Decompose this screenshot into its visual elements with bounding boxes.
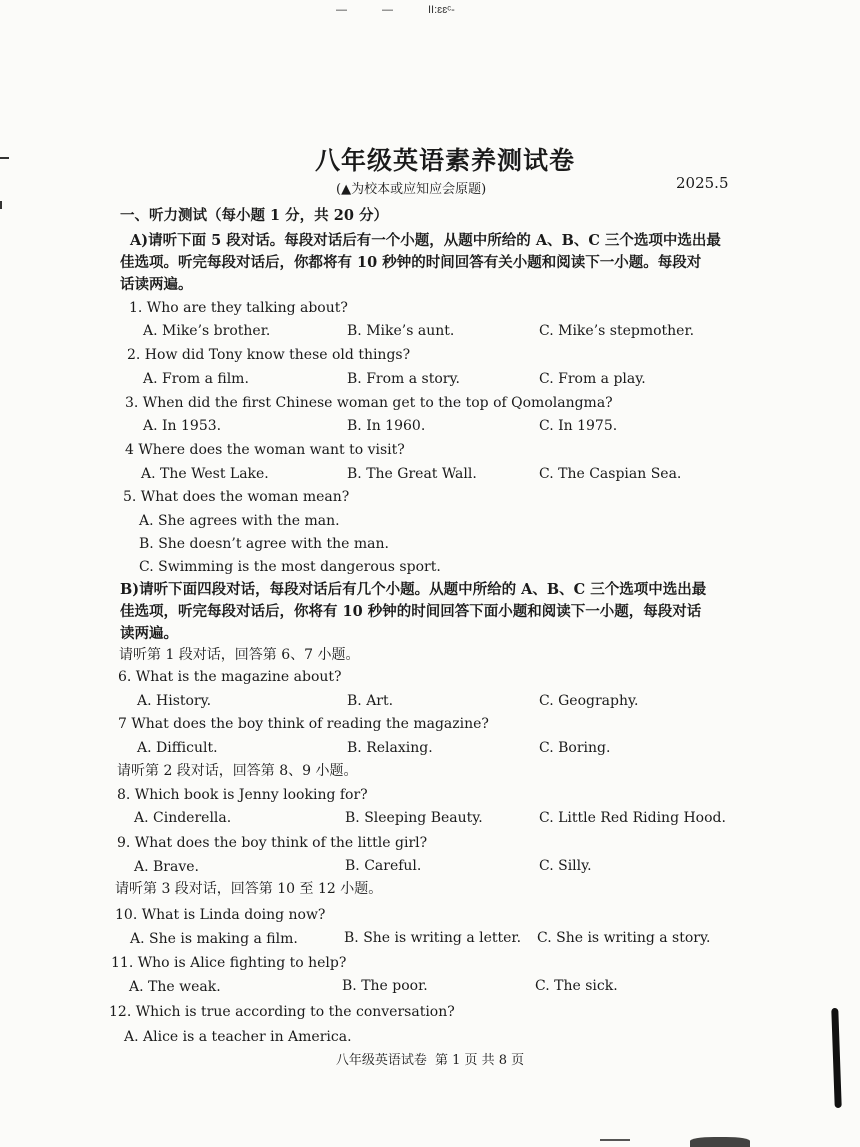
- scan-left-mark: [0, 201, 8, 209]
- option-b: B. She doesn’t agree with the man.: [139, 536, 389, 552]
- part-b-instruction: 读两遍。: [120, 625, 178, 642]
- scan-artifact-top: [330, 0, 490, 14]
- footer-exam-name: 八年级英语试卷: [335, 1053, 427, 1068]
- option-c: C. The sick.: [535, 978, 618, 994]
- question-stem: 11. Who is Alice fighting to help?: [111, 955, 347, 971]
- part-a-instruction: 话读两遍。: [120, 276, 193, 293]
- option-c: C. From a play.: [539, 371, 646, 387]
- option-c: C. Geography.: [539, 693, 639, 709]
- option-a: A. History.: [137, 693, 212, 709]
- option-b: B. The poor.: [342, 978, 428, 994]
- question-stem: 6. What is the magazine about?: [118, 669, 342, 685]
- part-b-instruction: 佳选项，听完每段对话后，你将有 10 秒钟的时间回答下面小题和阅读下一小题，每段对话: [120, 603, 702, 620]
- option-a: A. In 1953.: [143, 418, 222, 434]
- option-b: B. She is writing a letter.: [344, 930, 522, 946]
- question-stem: 1. Who are they talking about?: [129, 300, 348, 316]
- option-b: B. Relaxing.: [347, 740, 433, 756]
- question-stem: 2. How did Tony know these old things?: [127, 347, 411, 363]
- option-b: B. In 1960.: [347, 418, 426, 434]
- scan-dash: —: [336, 4, 347, 16]
- option-c: C. Little Red Riding Hood.: [539, 810, 726, 826]
- scan-dash: —: [382, 4, 393, 16]
- option-a: A. Difficult.: [137, 740, 218, 756]
- option-a: A. Brave.: [134, 859, 199, 875]
- question-stem: 9. What does the boy think of the little girl?: [117, 835, 428, 851]
- option-a: A. Mike’s brother.: [143, 323, 271, 339]
- page-title: 八年级英语素养测试卷: [314, 146, 575, 175]
- question-stem: 4 Where does the woman want to visit?: [125, 442, 405, 458]
- option-a: A. She is making a film.: [130, 931, 298, 947]
- option-a: A. From a film.: [143, 371, 249, 387]
- footer-page-number: 第 1 页 共 8 页: [434, 1053, 525, 1068]
- question-stem: 12. Which is true according to the conversation?: [109, 1004, 455, 1020]
- option-c: C. The Caspian Sea.: [539, 466, 682, 482]
- option-b: B. Careful.: [345, 858, 422, 874]
- option-c: C. She is writing a story.: [537, 930, 711, 946]
- option-b: B. Art.: [347, 693, 394, 709]
- page-footer: [0, 1049, 860, 1068]
- option-c: C. Swimming is the most dangerous sport.: [139, 559, 441, 575]
- scan-bottom-blot: [690, 1137, 750, 1147]
- option-b: B. Sleeping Beauty.: [345, 810, 483, 826]
- question-stem: 8. Which book is Jenny looking for?: [117, 787, 368, 803]
- option-c: C. Mike’s stepmother.: [539, 323, 695, 339]
- option-b: B. From a story.: [347, 371, 460, 387]
- option-a: A. The weak.: [129, 979, 221, 995]
- dialog-instruction: 请听第 3 段对话，回答第 10 至 12 小题。: [115, 881, 383, 897]
- option-c: C. Silly.: [539, 858, 592, 874]
- question-stem: 7 What does the boy think of reading the magazine?: [118, 716, 489, 732]
- part-b-instruction: B)请听下面四段对话，每段对话后有几个小题。从题中所给的 A、B、C 三个选项中选出最: [120, 581, 707, 598]
- scan-mark-text: II:ɛɛᶜ-: [428, 4, 455, 16]
- page-subtitle: (▲为校本或应知应会原题): [336, 182, 487, 197]
- question-stem: 3. When did the first Chinese woman get to the top of Qomolangma?: [125, 395, 613, 411]
- option-a: A. Cinderella.: [134, 810, 232, 826]
- option-b: B. Mike’s aunt.: [347, 323, 455, 339]
- option-a: A. The West Lake.: [141, 466, 269, 482]
- exam-date: 2025.5: [676, 174, 729, 192]
- option-a: A. She agrees with the man.: [139, 513, 340, 529]
- section-heading: 一、听力测试（每小题 1 分，共 20 分）: [120, 207, 388, 224]
- scan-bottom-line: [600, 1139, 630, 1141]
- option-b: B. The Great Wall.: [347, 466, 477, 482]
- part-a-instruction: A)请听下面 5 段对话。每段对话后有一个小题，从题中所给的 A、B、C 三个选项中选出最: [130, 232, 721, 249]
- dialog-instruction: 请听第 2 段对话，回答第 8、9 小题。: [117, 763, 358, 779]
- question-stem: 5. What does the woman mean?: [123, 489, 350, 505]
- option-c: C. In 1975.: [539, 418, 618, 434]
- option-c: C. Boring.: [539, 740, 611, 756]
- part-a-instruction: 佳选项。听完每段对话后，你都将有 10 秒钟的时间回答有关小题和阅读下一小题。每段对: [120, 254, 702, 271]
- option-a: A. Alice is a teacher in America.: [124, 1029, 352, 1045]
- question-stem: 10. What is Linda doing now?: [115, 907, 326, 923]
- dialog-instruction: 请听第 1 段对话，回答第 6、7 小题。: [119, 647, 360, 663]
